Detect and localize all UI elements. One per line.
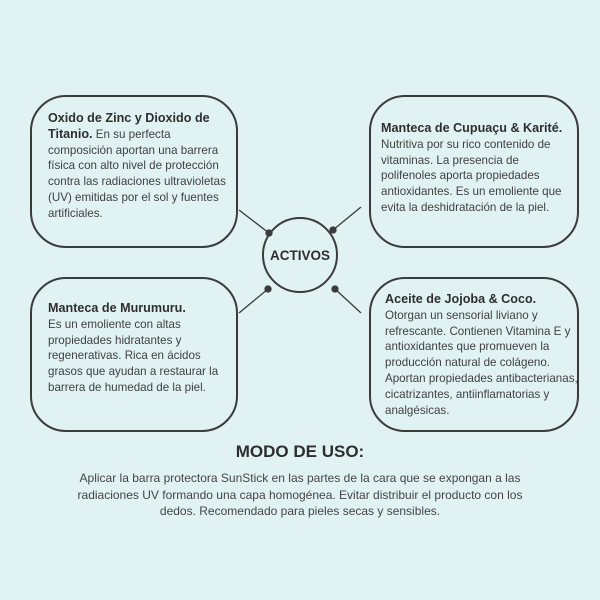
ingredient-card-zinc-titanio [30, 95, 238, 248]
connector-top-right [333, 207, 361, 230]
activos-hub [262, 217, 338, 293]
ingredient-card-cupuacu-karite [369, 95, 579, 248]
hub-label: ACTIVOS [269, 247, 330, 263]
card-body: Otorgan un sensorial liviano y refrescante. Contienen Vitamina E y antioxidantes que promueven la producción natural de colágeno. Aportan propiedades antibacterianas, cicatrizantes, antiinflamatorias y analgésicas. [385, 308, 578, 417]
card-text [385, 292, 581, 418]
connector-dot-bottom-right [332, 286, 338, 292]
connector-top-left [239, 210, 269, 233]
card-body: Es un emoliente con altas propiedades hidratantes y regenerativas. Rica en ácidos grasos que ayudan a restaurar la barrera de humedad de la piel. [48, 317, 219, 394]
connector-bottom-right [335, 289, 361, 313]
usage-title: MODO DE USO: [235, 442, 365, 461]
card-body: En su perfecta composición aportan una barrera física con alto nivel de protección contra las radiaciones ultravioletas (UV) emitidas por el sol y fuentes artificiales. [48, 127, 226, 220]
connector-bottom-left [239, 289, 268, 313]
ingredient-card-jojoba-coco [369, 277, 579, 432]
card-title: Aceite de Jojoba & Coco. [385, 292, 537, 306]
card-title: Oxido de Zinc y Dioxido de Titanio. [48, 111, 210, 141]
card-text [381, 121, 577, 216]
card-text [48, 301, 236, 396]
card-title: Manteca de Cupuaçu & Karité. [381, 121, 563, 135]
usage-text: Aplicar la barra protectora SunStick en las partes de la cara que se expongan a las radiaciones UV formando una capa homogénea. Evitar distribuir el producto con los dedos. Recomendado para pieles secas y sensibles. [77, 471, 523, 518]
connector-dot-bottom-left [265, 286, 271, 292]
card-text [48, 111, 236, 222]
card-title: Manteca de Murumuru. [48, 301, 186, 315]
card-body: Nutritiva por su rico contenido de vitaminas. La presencia de polifenoles aporta propiedades antioxidantes. Es un emoliente que evita la deshidratación de la piel. [381, 137, 562, 214]
ingredient-card-murumuru [30, 277, 238, 432]
